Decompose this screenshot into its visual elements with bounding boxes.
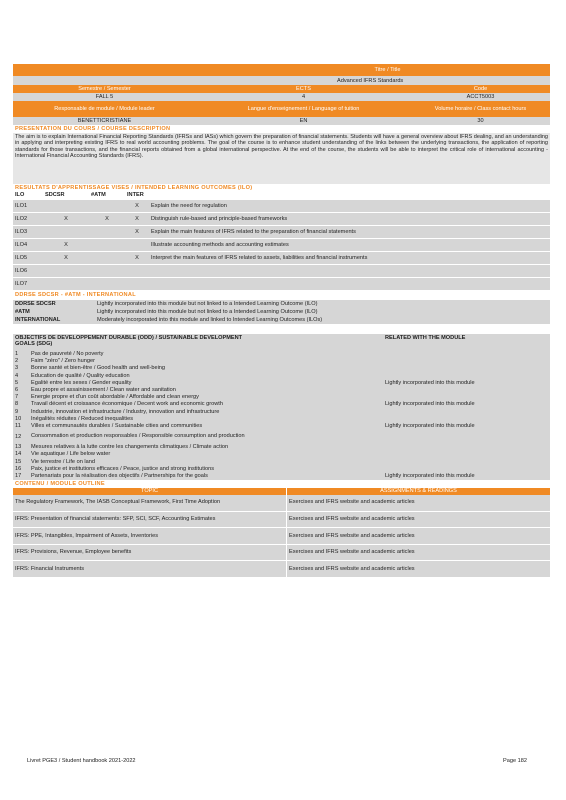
sdg-row [13, 351, 550, 358]
sdg-number: 10 [15, 415, 22, 422]
sdg-text: Pas de pauvreté / No poverty [31, 351, 104, 358]
sdg-row [13, 422, 550, 429]
ilo-text: Interpret the main features of IFRS related to assets, liabilities and financial instruments [149, 251, 550, 264]
sdg-related: Lightly incorporated into this module [385, 401, 475, 408]
hours-value: 30 [477, 118, 484, 124]
coverage-text: Lightly incorporated into this module but not linked to a Intended Learning Outcome (ILO) [97, 300, 318, 307]
presentation-text: The aim is to explain International Financial Reporting Standards (IFRSs and IASs) which govern the preparation of financial statements. Students will have a general overview about IFRS dealing, and an understanding in applying and interpreting existing IFRS to real world accounting problems. The goal of the course is to enhance student understanding of the links between the underlying transactions, the application of reporting standards for those transactions, and the financial reports obtained from a global international perspective. At the end of the course, the students will be able to interpret the critical role of international accounting - International Financial Accounting Standards (IFRS). [13, 133, 550, 184]
sdg-row [13, 358, 550, 365]
ilo-inter: X [125, 225, 149, 238]
ilo-inter: X [125, 251, 149, 264]
ilo-row [13, 277, 550, 290]
presentation-title-row [13, 125, 550, 133]
sdg-related [383, 444, 550, 451]
sdg-related: Lightly incorporated into this module [385, 422, 475, 429]
sdg-row [13, 430, 550, 444]
ilo-col-inter: INTER [125, 192, 149, 199]
ilo-col-id: ILO [13, 192, 43, 199]
sdg-row [13, 444, 550, 451]
sdg-text: Eau propre et assainissement / Clean water and sanitation [31, 387, 176, 394]
ilo-row [13, 264, 550, 277]
ilo-text: Explain the need for regulation [149, 199, 550, 212]
ilo-sdcsr [43, 264, 89, 277]
coverage-label: #ATM [15, 308, 30, 315]
content-topic: IFRS: Presentation of financial statements: SFP, SCI, SCF, Accounting Estimates [13, 511, 286, 528]
sdg-number: 6 [15, 387, 19, 394]
ilo-sdcsr: X [43, 251, 89, 264]
ilo-text: Illustrate accounting methods and accounting estimates [149, 238, 550, 251]
coverage-title-row [13, 291, 550, 300]
sdg-related [383, 451, 550, 458]
coverage-title: DDRSE SDCSR - #ATM - INTERNATIONAL [15, 292, 136, 298]
semester-value-row [13, 93, 550, 101]
ilo-atm: X [89, 212, 125, 225]
ilo-row [13, 225, 550, 238]
sdg-text: Faim "zéro" / Zero hunger [31, 358, 95, 365]
ilo-col-atm: #ATM [89, 192, 125, 199]
coverage-text: Moderately incorporated into this module and linked to Intended Learning Outcomes (ILOs) [97, 316, 323, 323]
sdg-text: Education de qualité / Quality education [31, 372, 130, 379]
ilo-header-row [13, 192, 550, 199]
title-label: Titre / Title [374, 67, 401, 73]
sdg-number: 14 [15, 451, 22, 458]
semester-label: Semestre / Semester [78, 86, 131, 92]
ilo-id: ILO6 [13, 264, 43, 277]
sdg-number: 13 [15, 444, 22, 451]
sdg-row [13, 394, 550, 401]
ilo-inter [125, 264, 149, 277]
presentation-title: PRESENTATION DU COURS / COURSE DESCRIPTION [15, 126, 171, 132]
ilo-text: Distinguish rule-based and principle-based frameworks [149, 212, 550, 225]
coverage-row [13, 300, 550, 308]
sdg-number: 1 [15, 351, 19, 358]
sdg-text: Inégalités réduites / Reduced inequalities [31, 415, 133, 422]
sdg-row [13, 451, 550, 458]
footer-handbook-label: Livret PGE3 / Student handbook 2021-2022 [27, 758, 136, 764]
sdg-related [383, 408, 550, 415]
sdg-header-row [13, 334, 550, 351]
sdg-related [383, 394, 550, 401]
sdg-text: Vie terrestre / Life on land [31, 458, 95, 465]
sdg-number: 15 [15, 458, 22, 465]
sdg-row [13, 401, 550, 408]
ilo-text [149, 264, 550, 277]
code-label: Code [473, 86, 488, 92]
sdg-related [383, 458, 550, 465]
content-assignment: Exercises and IFRS website and academic articles [287, 544, 550, 561]
ilo-atm [89, 238, 125, 251]
sdg-related: Lightly incorporated into this module [385, 379, 475, 386]
sdg-row [13, 386, 550, 393]
sdg-related [383, 351, 550, 358]
topic-col-label: TOPIC [141, 488, 158, 494]
content-header-row [13, 488, 550, 495]
content-topic: The Regulatory Framework, The IASB Conceptual Framework, First Time Adoption [13, 495, 286, 512]
sdg-row [13, 365, 550, 372]
ilo-inter: X [125, 199, 149, 212]
responsible-header-row [13, 101, 550, 117]
sdg-row [13, 379, 550, 386]
page-footer [27, 758, 527, 764]
content-assignment: Exercises and IFRS website and academic articles [287, 528, 550, 545]
sdg-number: 3 [15, 365, 19, 372]
sdg-number: 5 [15, 379, 19, 386]
ilo-atm [89, 277, 125, 290]
title-value: Advanced IFRS Standards [337, 77, 404, 84]
sdg-related [383, 358, 550, 365]
sdg-text: Consommation et production responsables / Responsible consumption and production [31, 433, 245, 440]
sdg-related: Lightly incorporated into this module [385, 472, 475, 479]
ilo-id: ILO2 [13, 212, 43, 225]
content-row [13, 511, 550, 528]
sdg-table [13, 351, 550, 480]
ilo-col-text [149, 192, 550, 199]
sdg-related [383, 386, 550, 393]
sdg-row [13, 372, 550, 379]
ilo-atm [89, 225, 125, 238]
ilo-id: ILO4 [13, 238, 43, 251]
ilo-title: RESULTATS D'APPRENTISSAGE VISES / INTENDED LEARNING OUTCOMES (ILO) [15, 185, 253, 191]
ilo-id: ILO1 [13, 199, 43, 212]
sdg-row [13, 465, 550, 472]
coverage-label: INTERNATIONAL [15, 316, 61, 323]
ilo-row [13, 212, 550, 225]
sdg-related-title: RELATED WITH THE MODULE [385, 334, 466, 341]
ilo-text: Explain the main features of IFRS related to the preparation of financial statements [149, 225, 550, 238]
sdg-text: Energie propre et d'un coût abordable / Affordable and clean energy [31, 394, 199, 401]
sdg-text: Industrie, innovation et infrastructure / Industry, innovation and infrastructure [31, 408, 220, 415]
sdg-text: Partenariats pour la réalisation des objectifs / Partnerships for the goals [31, 472, 208, 479]
code-value: ACCT5003 [466, 94, 495, 100]
content-title-row [13, 480, 550, 488]
ilo-id: ILO5 [13, 251, 43, 264]
coverage-row [13, 316, 550, 324]
sdg-row [13, 408, 550, 415]
title-value-row [13, 76, 550, 85]
coverage-table [13, 300, 550, 324]
sdg-text: Vie aquatique / Life below water [31, 451, 111, 458]
sdg-row [13, 472, 550, 479]
sdg-number: 7 [15, 394, 19, 401]
ilo-table [13, 192, 550, 291]
sdg-related [383, 365, 550, 372]
ilo-row [13, 199, 550, 212]
ilo-atm [89, 199, 125, 212]
sdg-row [13, 458, 550, 465]
coverage-label: DDRSE SDCSR [15, 300, 56, 307]
page-number: Page 182 [503, 758, 527, 764]
ilo-col-sdcsr: SDCSR [43, 192, 89, 199]
content-title: CONTENU / MODULE OUTLINE [15, 480, 105, 487]
sdg-related [383, 465, 550, 472]
content-row [13, 561, 550, 578]
sdg-text: Villes et communautés durables / Sustainable cities and communities [31, 422, 203, 429]
language-label: Langue d'enseignement / Language of tuition [247, 105, 360, 112]
language-value: EN [299, 118, 308, 124]
sdg-text: Mesures relatives à la lutte contre les changements climatiques / Climate action [31, 444, 229, 451]
sdg-row [13, 415, 550, 422]
sdg-number: 17 [15, 472, 22, 479]
sdg-title: OBJECTIFS DE DEVELOPPEMENT DURABLE (ODD) / SUSTAINABLE DEVELOPMENT GOALS (SDG) [15, 334, 243, 347]
sdg-related [383, 372, 550, 379]
ilo-id: ILO7 [13, 277, 43, 290]
content-row [13, 544, 550, 561]
content-row [13, 495, 550, 512]
ilo-row [13, 251, 550, 264]
ilo-id: ILO3 [13, 225, 43, 238]
content-table [13, 495, 550, 578]
ilo-sdcsr: X [43, 212, 89, 225]
ects-value: 4 [301, 94, 306, 100]
sdg-number: 16 [15, 465, 22, 472]
hours-label: Volume horaire / Class contact hours [434, 106, 527, 112]
ilo-row [13, 238, 550, 251]
sdg-text: Paix, justice et institutions efficaces / Peace, justice and strong institutions [31, 465, 215, 472]
coverage-row [13, 308, 550, 316]
ilo-sdcsr [43, 199, 89, 212]
assignments-col-label: ASSIGNMENTS & READINGS [380, 488, 457, 494]
sdg-number: 11 [15, 422, 21, 429]
semester-header-row [13, 85, 550, 93]
sdg-number: 9 [15, 408, 19, 415]
sdg-text: Egalité entre les sexes / Gender equality [31, 379, 132, 386]
sdg-number: 8 [15, 401, 19, 408]
sdg-text: Bonne santé et bien-être / Good health and well-being [31, 365, 166, 372]
ects-label: ECTS [296, 86, 311, 92]
content-topic: IFRS: Provisions, Revenue, Employee benefits [13, 544, 286, 561]
ilo-sdcsr [43, 225, 89, 238]
ilo-atm [89, 251, 125, 264]
semester-value: FALL 5 [95, 94, 114, 100]
sdg-related [383, 415, 550, 422]
content-topic: IFRS: PPE, Intangibles, Impairment of Assets, Inventories [13, 528, 286, 545]
sdg-text: Travail décent et croissance économique / Decent work and economic growth [31, 401, 223, 408]
content-topic: IFRS: Financial Instruments [13, 561, 286, 578]
ilo-sdcsr: X [43, 238, 89, 251]
sdg-related [383, 430, 550, 444]
content-assignment: Exercises and IFRS website and academic articles [287, 511, 550, 528]
sdg-number: 2 [15, 358, 19, 365]
title-header-row [13, 64, 550, 76]
sdg-number: 4 [15, 372, 19, 379]
ilo-text [149, 277, 550, 290]
content-assignment: Exercises and IFRS website and academic articles [287, 495, 550, 512]
ilo-inter: X [125, 212, 149, 225]
ilo-title-row [13, 184, 550, 192]
responsible-value-row [13, 117, 550, 125]
content-row [13, 528, 550, 545]
ilo-atm [89, 264, 125, 277]
module-sheet [13, 64, 550, 578]
responsible-label: Responsable de module / Module leader [54, 106, 155, 112]
content-assignment: Exercises and IFRS website and academic articles [287, 561, 550, 578]
ilo-inter [125, 277, 149, 290]
sdg-number: 12 [15, 433, 22, 440]
sdg-block [13, 334, 550, 480]
responsible-value: BENETTICRISTIANE [77, 118, 132, 124]
coverage-text: Lightly incorporated into this module but not linked to a Intended Learning Outcome (ILO) [97, 308, 318, 315]
ilo-inter [125, 238, 149, 251]
ilo-sdcsr [43, 277, 89, 290]
